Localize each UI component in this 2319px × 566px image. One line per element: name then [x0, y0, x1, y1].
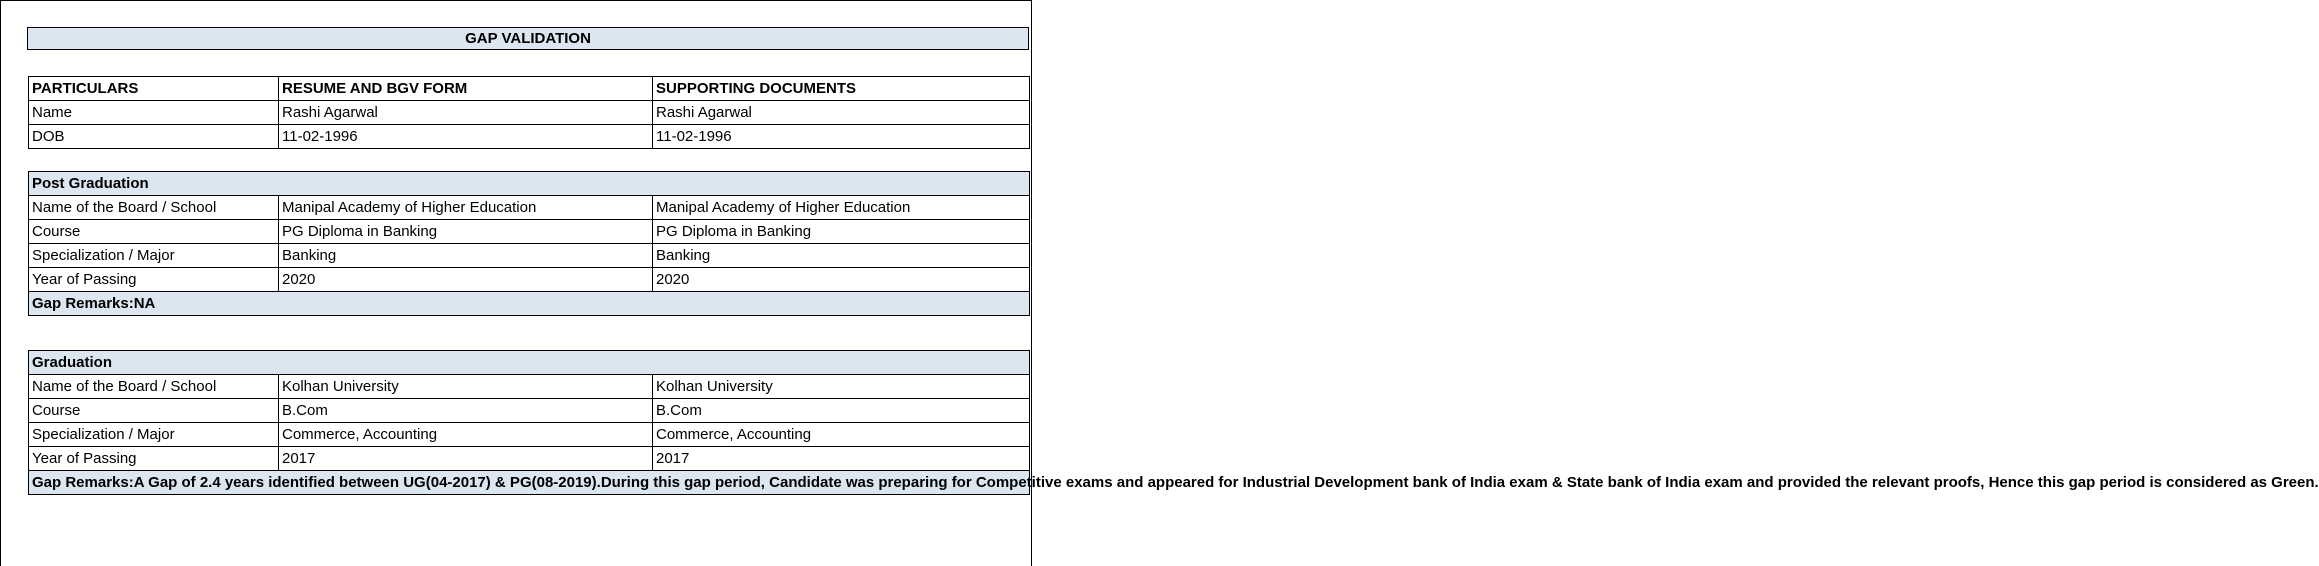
row-label: Course: [29, 220, 279, 244]
row-resume-value: 2017: [279, 447, 653, 471]
row-label: Specialization / Major: [29, 244, 279, 268]
row-label: Name: [29, 101, 279, 125]
header-resume: RESUME AND BGV FORM: [279, 77, 653, 101]
table-row: [29, 125, 1030, 149]
table-header-row: [29, 77, 1030, 101]
header-particulars: PARTICULARS: [29, 77, 279, 101]
table-row: [29, 423, 1030, 447]
row-resume-value: Kolhan University: [279, 375, 653, 399]
row-docs-value: Kolhan University: [653, 375, 1030, 399]
table-row: [29, 399, 1030, 423]
row-resume-value: PG Diploma in Banking: [279, 220, 653, 244]
section-heading: Graduation: [29, 351, 1030, 375]
table-row: [29, 375, 1030, 399]
row-resume-value: Banking: [279, 244, 653, 268]
row-resume-value: 2020: [279, 268, 653, 292]
table-row: [29, 196, 1030, 220]
section-heading: Post Graduation: [29, 172, 1030, 196]
header-supporting: SUPPORTING DOCUMENTS: [653, 77, 1030, 101]
row-docs-value: 11-02-1996: [653, 125, 1030, 149]
row-docs-value: B.Com: [653, 399, 1030, 423]
row-label: Specialization / Major: [29, 423, 279, 447]
table-row: [29, 447, 1030, 471]
row-resume-value: B.Com: [279, 399, 653, 423]
row-resume-value: 11-02-1996: [279, 125, 653, 149]
row-label: Course: [29, 399, 279, 423]
row-docs-value: Rashi Agarwal: [653, 101, 1030, 125]
personal-details-table: [28, 76, 1030, 149]
row-label: Name of the Board / School: [29, 196, 279, 220]
section-heading-row: [29, 172, 1030, 196]
row-docs-value: 2017: [653, 447, 1030, 471]
row-docs-value: PG Diploma in Banking: [653, 220, 1030, 244]
row-docs-value: Manipal Academy of Higher Education: [653, 196, 1030, 220]
frame-left-border: [0, 0, 1, 566]
table-row: [29, 244, 1030, 268]
gap-remarks: Gap Remarks:NA: [29, 292, 1030, 316]
frame-top-border: [0, 0, 1031, 1]
graduation-table: [28, 350, 2319, 495]
gap-remarks-row: [29, 471, 1030, 495]
row-resume-value: Rashi Agarwal: [279, 101, 653, 125]
row-label: Year of Passing: [29, 447, 279, 471]
gap-remarks-row: [29, 292, 1030, 316]
row-docs-value: Banking: [653, 244, 1030, 268]
table-row: [29, 101, 1030, 125]
row-label: Year of Passing: [29, 268, 279, 292]
row-label: DOB: [29, 125, 279, 149]
row-label: Name of the Board / School: [29, 375, 279, 399]
table-row: [29, 268, 1030, 292]
row-resume-value: Commerce, Accounting: [279, 423, 653, 447]
row-resume-value: Manipal Academy of Higher Education: [279, 196, 653, 220]
page-title: GAP VALIDATION: [27, 27, 1029, 50]
post-graduation-table: [28, 171, 1030, 316]
table-row: [29, 220, 1030, 244]
row-docs-value: 2020: [653, 268, 1030, 292]
row-docs-value: Commerce, Accounting: [653, 423, 1030, 447]
section-heading-row: [29, 351, 1030, 375]
gap-remarks: Gap Remarks:A Gap of 2.4 years identified between UG(04-2017) & PG(08-2019).During this gap period, Candidate was preparing for Competitive exams and appeared for Industrial Development bank of India exam & State bank of India exam and provided the relevant proofs, Hence this gap period is considered as Green.: [29, 471, 1030, 495]
